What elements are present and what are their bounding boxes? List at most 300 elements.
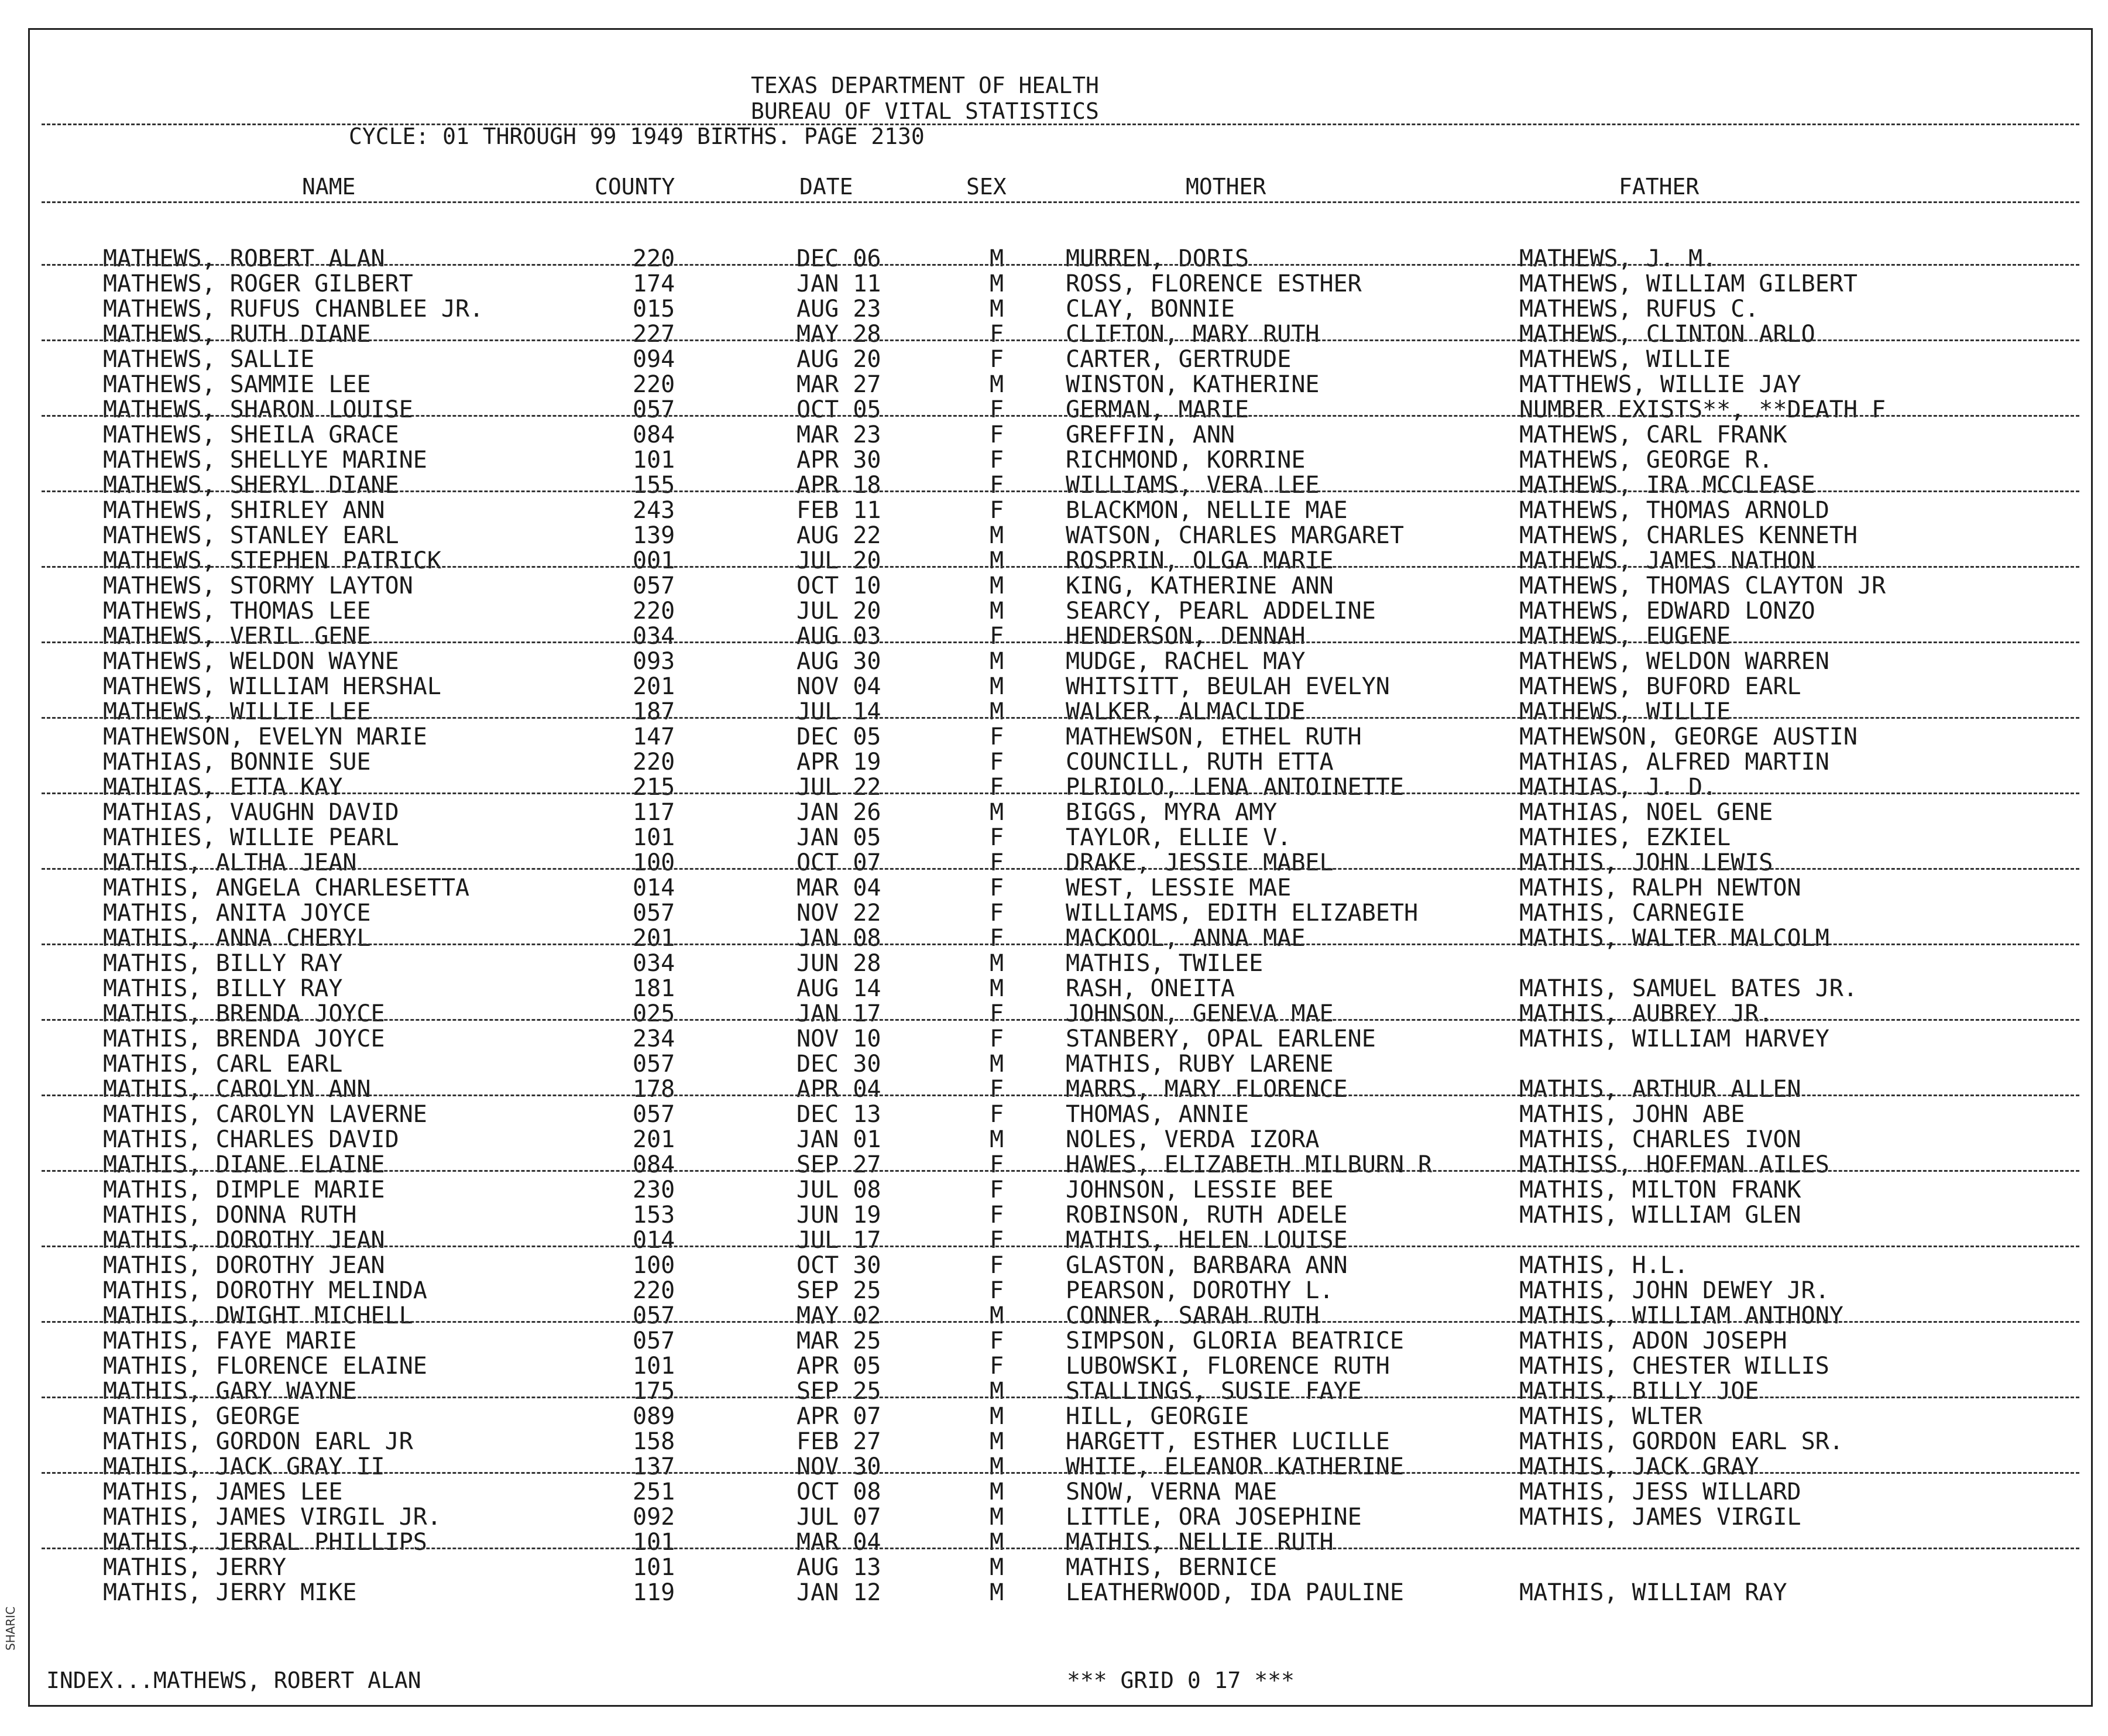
- record-sex: F: [990, 849, 1004, 876]
- record-date: OCT 07: [796, 849, 881, 876]
- record-sex: M: [990, 1051, 1004, 1078]
- record-mother: MUDGE, RACHEL MAY: [1066, 648, 1306, 675]
- record-name: MATHIS, GARY WAYNE: [103, 1378, 357, 1405]
- record-name: MATHIS, DWIGHT MICHELL: [103, 1302, 413, 1329]
- record-county: 119: [633, 1579, 675, 1606]
- record-father: MATHIS, WILLIAM GLEN: [1519, 1202, 1801, 1229]
- record-date: JUN 28: [796, 950, 881, 977]
- record-mother: JOHNSON, GENEVA MAE: [1066, 1000, 1334, 1027]
- record-county: 158: [633, 1428, 675, 1455]
- record-mother: WINSTON, KATHERINE: [1066, 371, 1320, 398]
- table-row: [30, 825, 2091, 850]
- record-sex: F: [990, 925, 1004, 952]
- record-name: MATHIS, JACK GRAY II: [103, 1453, 385, 1480]
- record-father: MATTHEWS, WILLIE JAY: [1519, 371, 1801, 398]
- table-row: [30, 1001, 2091, 1027]
- record-county: 220: [633, 749, 675, 776]
- record-sex: F: [990, 321, 1004, 348]
- record-county: 178: [633, 1076, 675, 1103]
- record-date: JUL 08: [796, 1176, 881, 1203]
- record-sex: F: [990, 1000, 1004, 1027]
- table-row: [30, 1077, 2091, 1102]
- record-sex: M: [990, 598, 1004, 625]
- record-father: MATHEWS, WILLIE: [1519, 698, 1731, 725]
- column-header-date: DATE: [799, 174, 853, 200]
- record-sex: M: [990, 1453, 1004, 1480]
- record-father: MATHIS, WALTER MALCOLM: [1519, 925, 1829, 952]
- record-date: APR 19: [796, 749, 881, 776]
- record-county: 100: [633, 849, 675, 876]
- column-header-sex: SEX: [966, 174, 1007, 200]
- record-county: 234: [633, 1025, 675, 1052]
- record-date: FEB 27: [796, 1428, 881, 1455]
- record-mother: MATHIS, NELLIE RUTH: [1066, 1529, 1334, 1556]
- record-sex: M: [990, 1126, 1004, 1153]
- record-date: DEC 06: [796, 245, 881, 272]
- index-reference: INDEX...MATHEWS, ROBERT ALAN: [46, 1668, 421, 1693]
- record-sex: F: [990, 774, 1004, 801]
- record-mother: SEARCY, PEARL ADDELINE: [1066, 598, 1376, 625]
- record-county: 101: [633, 1554, 675, 1581]
- record-county: 147: [633, 723, 675, 750]
- record-sex: M: [990, 1403, 1004, 1430]
- record-sex: F: [990, 497, 1004, 524]
- record-mother: STANBERY, OPAL EARLENE: [1066, 1025, 1376, 1052]
- record-name: MATHIS, ALTHA JEAN: [103, 849, 357, 876]
- record-sex: M: [990, 950, 1004, 977]
- table-row: [30, 1253, 2091, 1278]
- record-mother: MACKOOL, ANNA MAE: [1066, 925, 1306, 952]
- table-row: [30, 1429, 2091, 1454]
- record-sex: F: [990, 1076, 1004, 1103]
- record-sex: M: [990, 648, 1004, 675]
- record-sex: F: [990, 1227, 1004, 1254]
- record-sex: M: [990, 799, 1004, 826]
- column-header-mother: MOTHER: [1186, 174, 1266, 200]
- record-father: MATHIS, BILLY JOE: [1519, 1378, 1759, 1405]
- record-sex: F: [990, 346, 1004, 373]
- record-father: MATHEWS, WILLIAM GILBERT: [1519, 270, 1858, 297]
- record-father: NUMBER EXISTS**, **DEATH F: [1519, 396, 1886, 423]
- record-date: AUG 20: [796, 346, 881, 373]
- table-row: [30, 1580, 2091, 1605]
- record-father: MATHIES, EZKIEL: [1519, 824, 1731, 851]
- record-date: MAY 28: [796, 321, 881, 348]
- record-name: MATHEWS, WILLIAM HERSHAL: [103, 673, 441, 700]
- record-date: JUL 14: [796, 698, 881, 725]
- record-mother: MATHEWSON, ETHEL RUTH: [1066, 723, 1362, 750]
- record-county: 015: [633, 296, 675, 323]
- record-father: MATHEWS, RUFUS C.: [1519, 296, 1759, 323]
- record-county: 251: [633, 1478, 675, 1505]
- record-mother: MATHIS, RUBY LARENE: [1066, 1051, 1334, 1078]
- record-father: MATHEWS, JAMES NATHON: [1519, 547, 1815, 574]
- table-row: [30, 775, 2091, 800]
- record-name: MATHIS, CAROLYN LAVERNE: [103, 1101, 427, 1128]
- table-row: [30, 423, 2091, 448]
- record-name: MATHIS, BILLY RAY: [103, 950, 343, 977]
- record-father: MATHEWS, EDWARD LONZO: [1519, 598, 1815, 625]
- table-row: [30, 297, 2091, 322]
- table-row: [30, 448, 2091, 473]
- record-county: 057: [633, 900, 675, 927]
- record-mother: PEARSON, DOROTHY L.: [1066, 1277, 1334, 1304]
- table-row: [30, 246, 2091, 272]
- record-name: MATHEWS, ROBERT ALAN: [103, 245, 385, 272]
- table-row: [30, 1530, 2091, 1555]
- record-father: MATHIS, AUBREY JR.: [1519, 1000, 1773, 1027]
- record-mother: HILL, GEORGIE: [1066, 1403, 1249, 1430]
- record-county: 014: [633, 874, 675, 901]
- record-county: 220: [633, 371, 675, 398]
- record-sex: M: [990, 547, 1004, 574]
- record-date: NOV 30: [796, 1453, 881, 1480]
- table-row: [30, 473, 2091, 498]
- record-county: 181: [633, 975, 675, 1002]
- table-row: [30, 1480, 2091, 1505]
- record-name: MATHEWS, VERIL GENE: [103, 623, 371, 650]
- record-father: MATHIS, H.L.: [1519, 1252, 1688, 1279]
- record-mother: WHITE, ELEANOR KATHERINE: [1066, 1453, 1404, 1480]
- record-father: MATHIS, WILLIAM HARVEY: [1519, 1025, 1829, 1052]
- table-row: [30, 800, 2091, 825]
- record-date: DEC 30: [796, 1051, 881, 1078]
- record-county: 139: [633, 522, 675, 549]
- table-row: [30, 976, 2091, 1001]
- table-row: [30, 1404, 2091, 1429]
- record-date: AUG 22: [796, 522, 881, 549]
- record-father: MATHIS, WLTER: [1519, 1403, 1703, 1430]
- record-county: 101: [633, 1353, 675, 1380]
- table-row: [30, 1555, 2091, 1580]
- record-county: 243: [633, 497, 675, 524]
- table-row: [30, 624, 2091, 649]
- record-mother: MATHIS, TWILEE: [1066, 950, 1264, 977]
- record-county: 137: [633, 1453, 675, 1480]
- table-row: [30, 1178, 2091, 1203]
- record-date: NOV 04: [796, 673, 881, 700]
- record-date: JAN 12: [796, 1579, 881, 1606]
- record-father: MATHIAS, ALFRED MARTIN: [1519, 749, 1829, 776]
- table-row: [30, 649, 2091, 674]
- record-mother: COUNCILL, RUTH ETTA: [1066, 749, 1334, 776]
- record-name: MATHIS, CAROLYN ANN: [103, 1076, 371, 1103]
- record-sex: M: [990, 522, 1004, 549]
- record-father: MATHIS, WILLIAM ANTHONY: [1519, 1302, 1843, 1329]
- record-sex: F: [990, 447, 1004, 474]
- record-mother: NOLES, VERDA IZORA: [1066, 1126, 1320, 1153]
- record-father: MATHIAS, NOEL GENE: [1519, 799, 1773, 826]
- register-page: [28, 28, 2093, 1707]
- record-county: 175: [633, 1378, 675, 1405]
- record-sex: M: [990, 371, 1004, 398]
- record-date: JUL 20: [796, 547, 881, 574]
- record-father: MATHIS, JACK GRAY: [1519, 1453, 1759, 1480]
- record-mother: DRAKE, JESSIE MABEL: [1066, 849, 1334, 876]
- table-row: [30, 1027, 2091, 1052]
- record-mother: BLACKMON, NELLIE MAE: [1066, 497, 1348, 524]
- record-mother: WATSON, CHARLES MARGARET: [1066, 522, 1404, 549]
- record-name: MATHEWS, SHERYL DIANE: [103, 472, 399, 499]
- record-father: MATHIS, RALPH NEWTON: [1519, 874, 1801, 901]
- table-row: [30, 372, 2091, 397]
- table-row: [30, 1052, 2091, 1077]
- record-father: MATHEWS, THOMAS CLAYTON JR: [1519, 572, 1886, 599]
- record-county: 014: [633, 1227, 675, 1254]
- table-row: [30, 901, 2091, 926]
- record-county: 201: [633, 925, 675, 952]
- record-father: MATHEWS, EUGENE: [1519, 623, 1731, 650]
- table-row: [30, 1228, 2091, 1253]
- record-sex: F: [990, 874, 1004, 901]
- record-county: 093: [633, 648, 675, 675]
- record-name: MATHIS, JERRY MIKE: [103, 1579, 357, 1606]
- record-name: MATHIS, DOROTHY JEAN: [103, 1227, 385, 1254]
- record-name: MATHEWSON, EVELYN MARIE: [103, 723, 427, 750]
- record-date: APR 04: [796, 1076, 881, 1103]
- record-date: JAN 26: [796, 799, 881, 826]
- record-sex: F: [990, 1176, 1004, 1203]
- record-father: MATHEWS, CARL FRANK: [1519, 421, 1787, 448]
- record-name: MATHEWS, SHARON LOUISE: [103, 396, 413, 423]
- record-mother: ROBINSON, RUTH ADELE: [1066, 1202, 1348, 1229]
- record-county: 094: [633, 346, 675, 373]
- record-name: MATHEWS, STORMY LAYTON: [103, 572, 413, 599]
- record-county: 057: [633, 396, 675, 423]
- record-name: MATHIS, FAYE MARIE: [103, 1327, 357, 1354]
- record-mother: MATHIS, HELEN LOUISE: [1066, 1227, 1348, 1254]
- record-name: MATHIS, CARL EARL: [103, 1051, 343, 1078]
- table-row: [30, 523, 2091, 548]
- record-county: 230: [633, 1176, 675, 1203]
- column-header-father: FATHER: [1619, 174, 1700, 200]
- record-mother: MURREN, DORIS: [1066, 245, 1249, 272]
- record-sex: M: [990, 270, 1004, 297]
- record-mother: CONNER, SARAH RUTH: [1066, 1302, 1320, 1329]
- table-row: [30, 1329, 2091, 1354]
- record-date: JUN 19: [796, 1202, 881, 1229]
- record-county: 101: [633, 824, 675, 851]
- record-father: MATHIS, GORDON EARL SR.: [1519, 1428, 1843, 1455]
- record-name: MATHIS, DIANE ELAINE: [103, 1151, 385, 1178]
- record-mother: PLRIOLO, LENA ANTOINETTE: [1066, 774, 1404, 801]
- table-row: [30, 1454, 2091, 1480]
- record-name: MATHEWS, RUTH DIANE: [103, 321, 371, 348]
- record-mother: HENDERSON, DENNAH: [1066, 623, 1306, 650]
- record-father: MATHEWS, CLINTON ARLO: [1519, 321, 1815, 348]
- record-date: MAR 23: [796, 421, 881, 448]
- record-date: AUG 14: [796, 975, 881, 1002]
- record-father: MATHEWS, WELDON WARREN: [1519, 648, 1829, 675]
- record-county: 057: [633, 1101, 675, 1128]
- record-county: 153: [633, 1202, 675, 1229]
- record-mother: TAYLOR, ELLIE V.: [1066, 824, 1292, 851]
- record-date: MAR 27: [796, 371, 881, 398]
- record-mother: SNOW, VERNA MAE: [1066, 1478, 1278, 1505]
- record-date: SEP 27: [796, 1151, 881, 1178]
- record-mother: GREFFIN, ANN: [1066, 421, 1235, 448]
- record-date: APR 05: [796, 1353, 881, 1380]
- record-father: MATHEWS, J. M.: [1519, 245, 1717, 272]
- record-father: MATHIS, ADON JOSEPH: [1519, 1327, 1787, 1354]
- record-date: NOV 10: [796, 1025, 881, 1052]
- record-sex: F: [990, 623, 1004, 650]
- record-name: MATHIS, BRENDA JOYCE: [103, 1000, 385, 1027]
- record-name: MATHEWS, SHELLYE MARINE: [103, 447, 427, 474]
- record-mother: ROSS, FLORENCE ESTHER: [1066, 270, 1362, 297]
- record-sex: F: [990, 1025, 1004, 1052]
- record-mother: JOHNSON, LESSIE BEE: [1066, 1176, 1334, 1203]
- record-name: MATHIS, BRENDA JOYCE: [103, 1025, 385, 1052]
- record-county: 220: [633, 245, 675, 272]
- record-sex: M: [990, 1428, 1004, 1455]
- record-county: 034: [633, 950, 675, 977]
- record-father: MATHEWS, WILLIE: [1519, 346, 1731, 373]
- record-county: 057: [633, 1302, 675, 1329]
- record-name: MATHIS, CHARLES DAVID: [103, 1126, 399, 1153]
- table-row: [30, 876, 2091, 901]
- record-date: MAR 04: [796, 1529, 881, 1556]
- record-name: MATHEWS, SAMMIE LEE: [103, 371, 371, 398]
- record-mother: CARTER, GERTRUDE: [1066, 346, 1292, 373]
- record-county: 089: [633, 1403, 675, 1430]
- record-mother: HAWES, ELIZABETH MILBURN R: [1066, 1151, 1433, 1178]
- table-row: [30, 750, 2091, 775]
- record-name: MATHIS, JAMES VIRGIL JR.: [103, 1504, 441, 1531]
- record-mother: WILLIAMS, VERA LEE: [1066, 472, 1320, 499]
- record-sex: F: [990, 396, 1004, 423]
- table-row: [30, 1102, 2091, 1127]
- record-name: MATHEWS, SHEILA GRACE: [103, 421, 399, 448]
- record-father: MATHIS, JOHN ABE: [1519, 1101, 1745, 1128]
- record-sex: M: [990, 296, 1004, 323]
- table-row: [30, 1203, 2091, 1228]
- table-row: [30, 1303, 2091, 1329]
- record-name: MATHEWS, STANLEY EARL: [103, 522, 399, 549]
- record-mother: SIMPSON, GLORIA BEATRICE: [1066, 1327, 1404, 1354]
- record-county: 174: [633, 270, 675, 297]
- record-name: MATHIS, FLORENCE ELAINE: [103, 1353, 427, 1380]
- record-county: 092: [633, 1504, 675, 1531]
- record-sex: M: [990, 698, 1004, 725]
- record-date: MAR 25: [796, 1327, 881, 1354]
- record-county: 220: [633, 598, 675, 625]
- record-father: MATHIS, CHESTER WILLIS: [1519, 1353, 1829, 1380]
- record-county: 057: [633, 1327, 675, 1354]
- table-row: [30, 397, 2091, 423]
- table-row: [30, 926, 2091, 951]
- record-mother: THOMAS, ANNIE: [1066, 1101, 1249, 1128]
- record-date: JUL 17: [796, 1227, 881, 1254]
- record-sex: F: [990, 1101, 1004, 1128]
- table-row: [30, 1152, 2091, 1178]
- record-father: MATHIS, JOHN DEWEY JR.: [1519, 1277, 1829, 1304]
- column-header-name: NAME: [302, 174, 356, 200]
- record-father: MATHEWS, BUFORD EARL: [1519, 673, 1801, 700]
- record-name: MATHIS, BILLY RAY: [103, 975, 343, 1002]
- record-father: MATHIS, SAMUEL BATES JR.: [1519, 975, 1858, 1002]
- record-sex: M: [990, 1478, 1004, 1505]
- record-date: JAN 08: [796, 925, 881, 952]
- record-county: 034: [633, 623, 675, 650]
- record-father: MATHEWS, IRA MCCLEASE: [1519, 472, 1815, 499]
- record-mother: WHITSITT, BEULAH EVELYN: [1066, 673, 1390, 700]
- record-date: APR 30: [796, 447, 881, 474]
- table-row: [30, 498, 2091, 523]
- record-father: MATHIS, ARTHUR ALLEN: [1519, 1076, 1801, 1103]
- record-name: MATHEWS, WILLIE LEE: [103, 698, 371, 725]
- table-row: [30, 699, 2091, 725]
- table-row: [30, 1354, 2091, 1379]
- table-row: [30, 272, 2091, 297]
- record-mother: MATHIS, BERNICE: [1066, 1554, 1278, 1581]
- record-father: MATHIS, MILTON FRANK: [1519, 1176, 1801, 1203]
- bureau-title: BUREAU OF VITAL STATISTICS: [751, 98, 1099, 124]
- record-county: 025: [633, 1000, 675, 1027]
- record-sex: M: [990, 975, 1004, 1002]
- record-mother: HARGETT, ESTHER LUCILLE: [1066, 1428, 1390, 1455]
- record-mother: BIGGS, MYRA AMY: [1066, 799, 1278, 826]
- record-mother: CLIFTON, MARY RUTH: [1066, 321, 1320, 348]
- record-name: MATHIES, WILLIE PEARL: [103, 824, 399, 851]
- record-sex: M: [990, 245, 1004, 272]
- record-date: OCT 08: [796, 1478, 881, 1505]
- record-sex: F: [990, 472, 1004, 499]
- record-date: SEP 25: [796, 1277, 881, 1304]
- record-name: MATHEWS, ROGER GILBERT: [103, 270, 413, 297]
- record-sex: F: [990, 749, 1004, 776]
- record-date: NOV 22: [796, 900, 881, 927]
- record-county: 057: [633, 572, 675, 599]
- record-date: DEC 05: [796, 723, 881, 750]
- table-row: [30, 951, 2091, 976]
- record-county: 084: [633, 1151, 675, 1178]
- record-sex: F: [990, 1277, 1004, 1304]
- record-father: MATHIS, CARNEGIE: [1519, 900, 1745, 927]
- table-row: [30, 548, 2091, 574]
- record-county: 220: [633, 1277, 675, 1304]
- record-father: MATHEWS, THOMAS ARNOLD: [1519, 497, 1829, 524]
- record-mother: WILLIAMS, EDITH ELIZABETH: [1066, 900, 1419, 927]
- department-title: TEXAS DEPARTMENT OF HEALTH: [751, 73, 1099, 98]
- record-mother: RICHMOND, KORRINE: [1066, 447, 1306, 474]
- record-county: 187: [633, 698, 675, 725]
- record-name: MATHIS, GORDON EARL JR: [103, 1428, 413, 1455]
- record-mother: LEATHERWOOD, IDA PAULINE: [1066, 1579, 1404, 1606]
- record-county: 101: [633, 447, 675, 474]
- record-father: MATHEWS, CHARLES KENNETH: [1519, 522, 1858, 549]
- record-sex: M: [990, 1529, 1004, 1556]
- record-date: MAR 04: [796, 874, 881, 901]
- record-name: MATHEWS, SALLIE: [103, 346, 315, 373]
- table-row: [30, 322, 2091, 347]
- record-sex: F: [990, 900, 1004, 927]
- record-county: 057: [633, 1051, 675, 1078]
- table-row: [30, 850, 2091, 876]
- record-name: MATHIS, ANGELA CHARLESETTA: [103, 874, 470, 901]
- record-county: 155: [633, 472, 675, 499]
- table-row: [30, 674, 2091, 699]
- record-sex: F: [990, 1151, 1004, 1178]
- record-sex: M: [990, 572, 1004, 599]
- record-name: MATHIS, GEORGE: [103, 1403, 301, 1430]
- record-sex: F: [990, 1327, 1004, 1354]
- record-name: MATHEWS, WELDON WAYNE: [103, 648, 399, 675]
- record-date: JUL 07: [796, 1504, 881, 1531]
- record-sex: F: [990, 1252, 1004, 1279]
- record-mother: CLAY, BONNIE: [1066, 296, 1235, 323]
- record-name: MATHEWS, SHIRLEY ANN: [103, 497, 385, 524]
